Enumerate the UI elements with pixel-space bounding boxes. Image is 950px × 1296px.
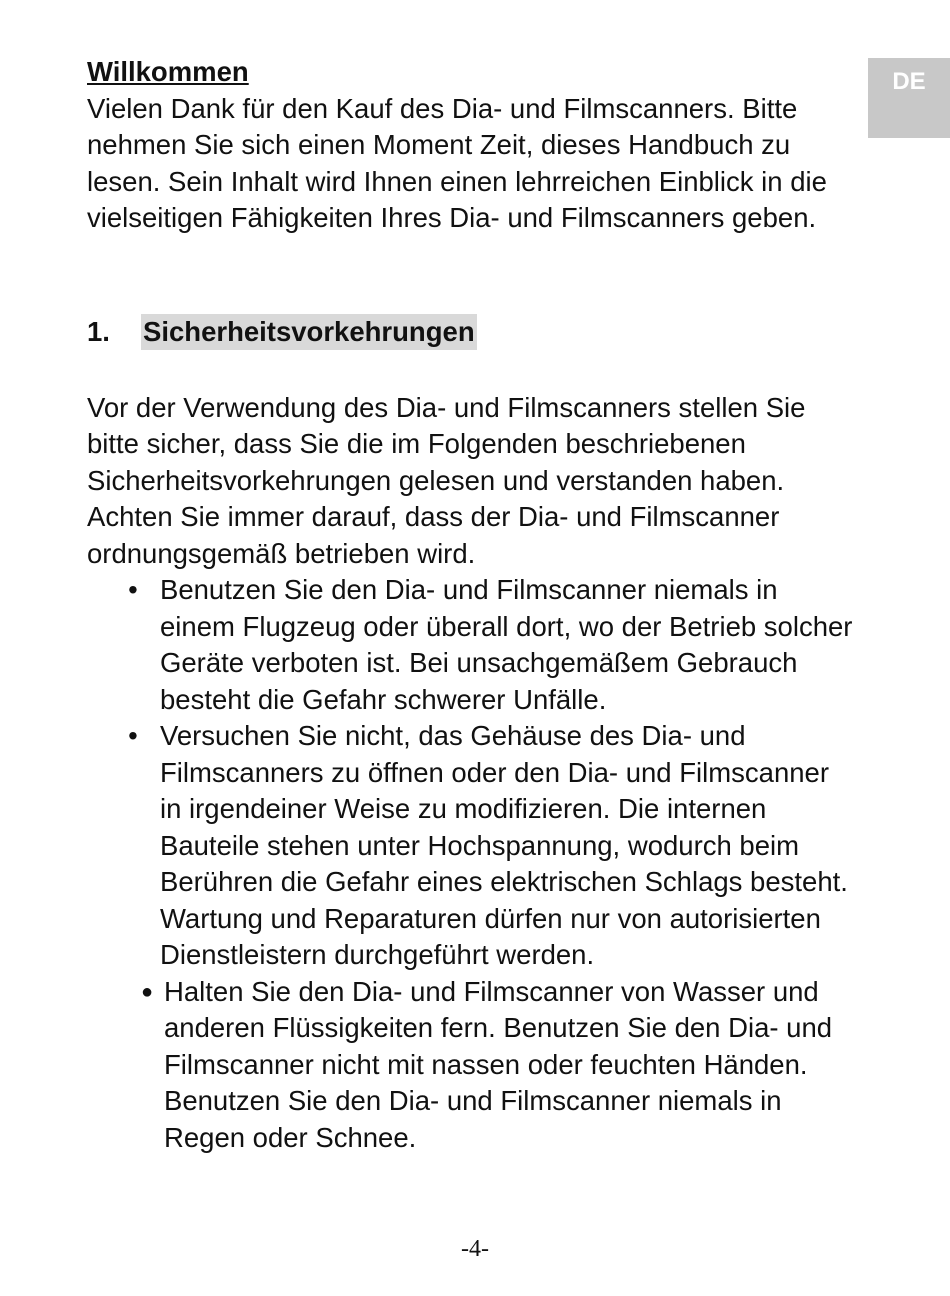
section-number: 1.	[87, 315, 110, 347]
list-item	[87, 572, 857, 718]
section-intro: Vor der Verwendung des Dia- und Filmscanners stellen Sie bitte sicher, dass Sie die im Folgenden beschriebenen Sicherheitsvorkehrungen gelesen und verstanden haben. Achten Sie immer darauf, dass der Dia- und Filmscanner ordnungsgemäß betrieben wird.	[87, 391, 806, 569]
list-item-text: Halten Sie den Dia- und Filmscanner von Wasser und anderen Flüssigkeiten fern. Benutzen Sie den Dia- und Filmscanner nicht mit nassen oder feuchten Händen. Benutzen Sie den Dia- und Filmscanner niemals in Regen oder Schnee.	[164, 975, 833, 1153]
bullet-icon: •	[128, 574, 138, 605]
welcome-text: Vielen Dank für den Kauf des Dia- und Filmscanners. Bitte nehmen Sie sich einen Moment Zeit, dieses Handbuch zu lesen. Sein Inhalt wird Ihnen einen lehrreichen Einblick in die vielseitigen Fähigkeiten Ihres Dia- und Filmscanners geben.	[87, 92, 827, 233]
page-number: -4-	[461, 1236, 489, 1262]
list-item	[87, 718, 857, 974]
section-title: Sicherheitsvorkehrungen	[141, 314, 477, 350]
bullet-icon: ●	[140, 980, 154, 1003]
bullet-icon: •	[128, 720, 138, 751]
list-item-text: Benutzen Sie den Dia- und Filmscanner niemals in einem Flugzeug oder überall dort, wo der Betrieb solcher Geräte verboten ist. Bei unsachgemäßem Gebrauch besteht die Gefahr schwerer Unfälle.	[160, 574, 853, 715]
page-content	[87, 54, 857, 1156]
list-item-text: Versuchen Sie nicht, das Gehäuse des Dia- und Filmscanners zu öffnen oder den Dia- und Filmscanner in irgendeiner Weise zu modifizieren. Die internen Bauteile stehen unter Hochspannung, wodurch beim Berühren die Gefahr eines elektrischen Schlags besteht. Wartung und Reparaturen dürfen nur von autorisierten Dienstleistern durchgeführt werden.	[160, 720, 848, 970]
language-tab: DE	[868, 58, 950, 138]
welcome-title: Willkommen	[87, 56, 249, 87]
safety-list	[87, 572, 857, 1156]
list-item	[87, 974, 857, 1157]
welcome-paragraph	[87, 54, 857, 237]
section-heading	[87, 314, 857, 350]
